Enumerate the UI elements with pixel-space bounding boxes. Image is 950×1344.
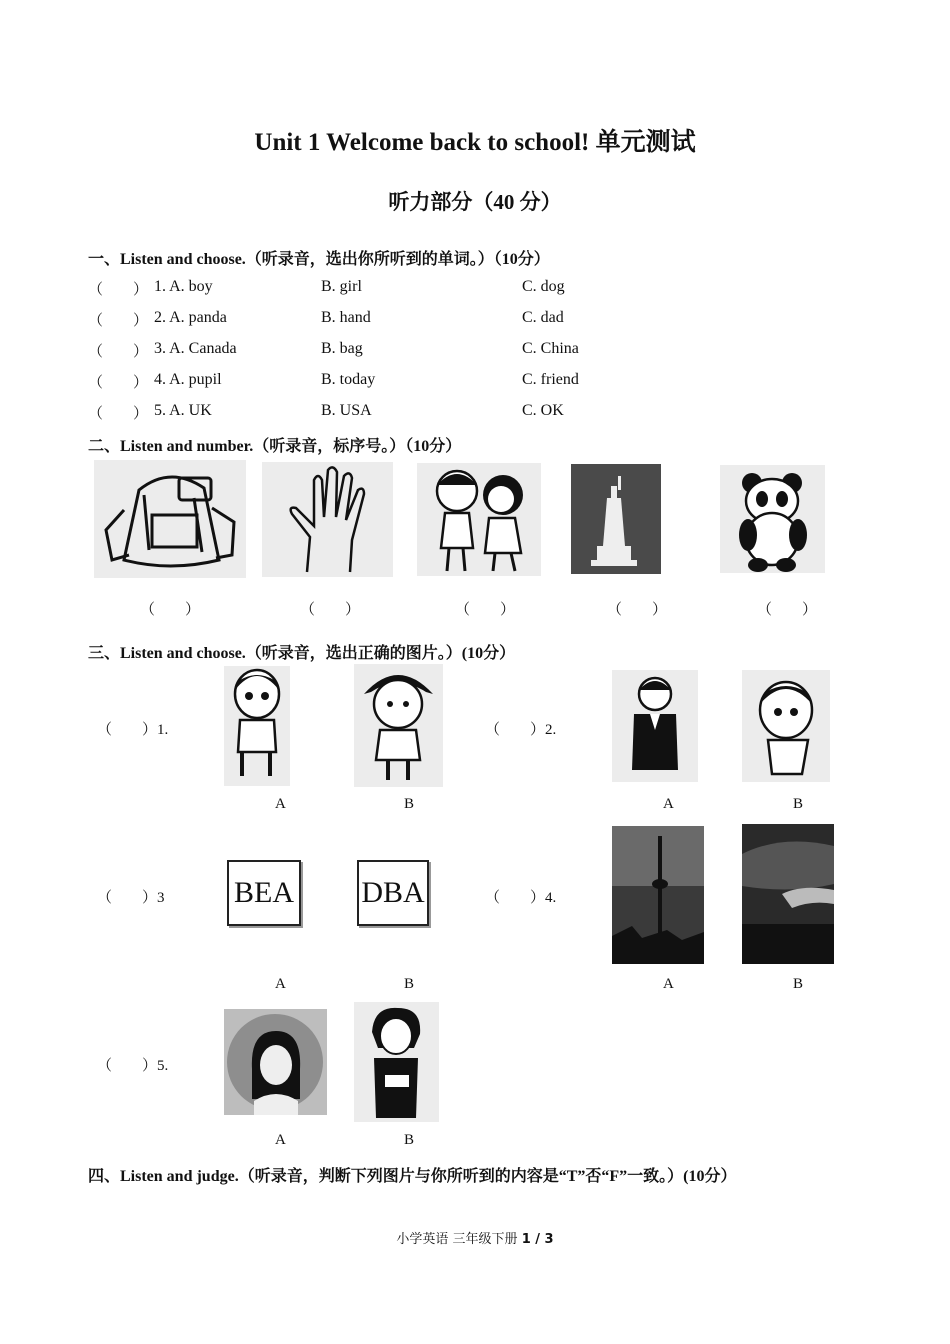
letter-card-a xyxy=(224,857,304,929)
boy-picture xyxy=(224,666,290,786)
option-a: 2. A. panda xyxy=(154,309,227,326)
answer-blank[interactable]: （ ） xyxy=(88,313,149,329)
section4-heading: 四、Listen and judge.（听录音，判断下列图片与你所听到的内容是“T”否“F”一致。）(10分） xyxy=(88,1168,737,1185)
option-c: C. China xyxy=(522,340,579,357)
option-b: B. bag xyxy=(321,340,363,357)
option-c: C. OK xyxy=(522,402,564,419)
letters-dba: DBA xyxy=(357,860,429,926)
answer-blank[interactable]: （ ） xyxy=(88,406,149,422)
backpack-picture xyxy=(94,460,246,578)
page-number: 1 / 3 xyxy=(521,1232,554,1247)
section3-heading: 三、Listen and choose.（听录音，选出正确的图片。）(10分） xyxy=(88,645,516,662)
option-label-b: B xyxy=(793,796,804,812)
question-3-blank[interactable]: （ ）3 xyxy=(97,890,165,906)
footer-text: 小学英语 三年级下册 xyxy=(396,1232,522,1247)
section-subtitle: 听力部分（40 分） xyxy=(388,190,562,214)
question-5-blank[interactable]: （ ）5. xyxy=(97,1058,169,1074)
panda-picture xyxy=(720,465,825,573)
option-b: B. hand xyxy=(321,309,371,326)
question-4-blank[interactable]: （ ）4. xyxy=(485,890,557,906)
answer-blank[interactable]: （ ） xyxy=(140,602,201,618)
option-a: 3. A. Canada xyxy=(154,340,237,357)
option-label-a: A xyxy=(275,796,286,812)
answer-blank[interactable]: （ ） xyxy=(455,602,516,618)
option-c: C. dad xyxy=(522,309,564,326)
option-label-a: A xyxy=(663,796,674,812)
statue-of-liberty-picture xyxy=(571,464,661,574)
question-1-blank[interactable]: （ ）1. xyxy=(97,722,169,738)
girl-picture xyxy=(354,664,443,787)
thinking-boy-picture xyxy=(742,670,830,782)
cn-tower-picture xyxy=(612,826,704,964)
option-a: 1. A. boy xyxy=(154,278,213,295)
option-b: B. USA xyxy=(321,402,372,419)
question-2-blank[interactable]: （ ）2. xyxy=(485,722,557,738)
option-b: B. girl xyxy=(321,278,362,295)
friends-picture xyxy=(417,463,541,576)
section2-heading: 二、Listen and number.（听录音，标序号。）（10分） xyxy=(88,438,462,455)
answer-blank[interactable]: （ ） xyxy=(757,602,818,618)
answer-blank[interactable]: （ ） xyxy=(607,602,668,618)
option-c: C. dog xyxy=(522,278,565,295)
option-label-b: B xyxy=(793,976,804,992)
answer-blank[interactable]: （ ） xyxy=(88,344,149,360)
answer-blank[interactable]: （ ） xyxy=(88,375,149,391)
page-footer xyxy=(0,1228,950,1247)
option-a: 5. A. UK xyxy=(154,402,212,419)
woman-picture xyxy=(354,1002,439,1122)
letter-card-b xyxy=(354,857,432,929)
option-a: 4. A. pupil xyxy=(154,371,222,388)
page-title: Unit 1 Welcome back to school! 单元测试 xyxy=(254,129,696,156)
option-label-b: B xyxy=(404,1132,415,1148)
option-label-b: B xyxy=(404,796,415,812)
answer-blank[interactable]: （ ） xyxy=(300,602,361,618)
section1-heading: 一、Listen and choose.（听录音，选出你所听到的单词。）（10分） xyxy=(88,251,550,268)
option-c: C. friend xyxy=(522,371,579,388)
option-label-b: B xyxy=(404,976,415,992)
letters-bea: BEA xyxy=(227,860,301,926)
option-b: B. today xyxy=(321,371,376,388)
hand-picture xyxy=(262,462,393,577)
landscape-picture xyxy=(742,824,834,964)
option-label-a: A xyxy=(663,976,674,992)
option-label-a: A xyxy=(275,976,286,992)
option-label-a: A xyxy=(275,1132,286,1148)
girl-portrait-picture xyxy=(224,1009,327,1115)
man-picture xyxy=(612,670,698,782)
answer-blank[interactable]: （ ） xyxy=(88,282,149,298)
